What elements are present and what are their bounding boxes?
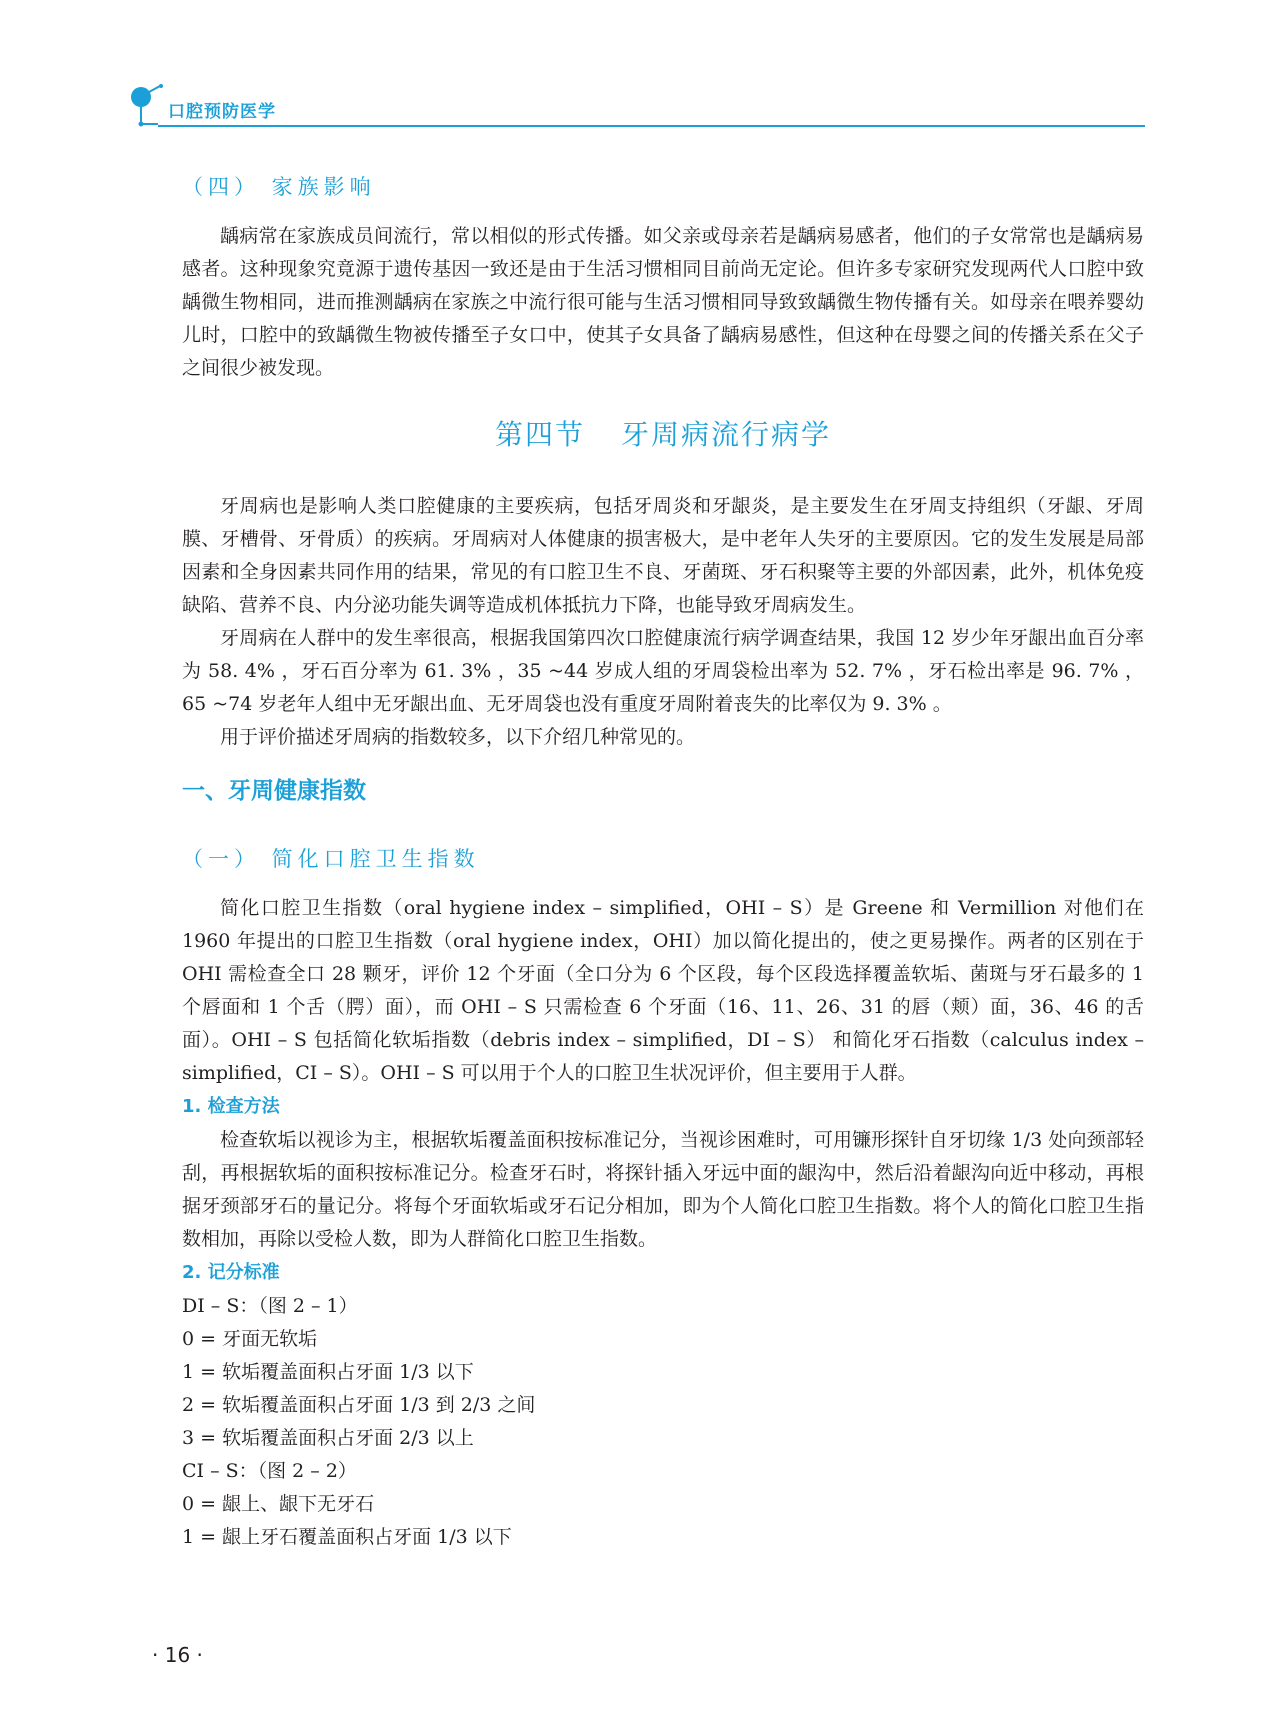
scoring-criteria-heading: 2. 记分标准 [182, 1262, 280, 1283]
periodontal-paragraph-3: 用于评价描述牙周病的指数较多，以下介绍几种常见的。 [220, 726, 696, 748]
section-name: 牙周病流行病学 [621, 418, 832, 451]
scoring-line: 1 = 软垢覆盖面积占牙面 1/3 以下 [182, 1361, 474, 1383]
ohi-s-paragraph: 简化口腔卫生指数（oral hygiene index – simplified，OHI – S）是 Greene 和 Vermillion 对他们在 1960 年提出的口腔卫生指数（oral hygiene index，OHI）加以简化提出的，使之更易操作。两者的区别在于 OHI 需检查全口 28 颗牙，评价 12 个牙面（全口分为 6 个区段，每个区段选择覆盖软垢、菌斑与牙石最多的 1 个唇面和 1 个舌（腭）面），而 OHI – S 只需检查 6 个牙面（16、11、26、31 的唇（颊）面，36、46 的舌面）。OHI – S 包括简化软垢指数（debris index – simplified，DI – S） 和简化牙石指数（calculus index – simplified，CI – S）。OHI – S 可以用于个人的口腔卫生状况评价，但主要用于人群。 [182, 897, 1144, 1084]
periodontal-paragraph-1: 牙周病也是影响人类口腔健康的主要疾病，包括牙周炎和牙龈炎，是主要发生在牙周支持组织（牙龈、牙周膜、牙槽骨、牙骨质）的疾病。牙周病对人体健康的损害极大，是中老年人失牙的主要原因。它的发生发展是局部因素和全身因素共同作用的结果，常见的有口腔卫生不良、牙菌斑、牙石积聚等主要的外部因素，此外，机体免疫缺陷、营养不良、内分泌功能失调等造成机体抵抗力下降，也能导致牙周病发生。 [182, 495, 1144, 616]
periodontal-paragraph-2: 牙周病在人群中的发生率很高，根据我国第四次口腔健康流行病学调查结果，我国 12 岁少年牙龈出血百分率为 58. 4% ，牙石百分率为 61. 3% ，35 ~44 岁成人组的牙周袋检出率为 52. 7% ，牙石检出率是 96. 7% ，65 ~74 岁老年人组中无牙龈出血、无牙周袋也没有重度牙周附着丧失的比率仅为 9. 3% 。 [182, 627, 1144, 715]
family-influence-paragraph: 龋病常在家族成员间流行，常以相似的形式传播。如父亲或母亲若是龋病易感者，他们的子女常常也是龋病易感者。这种现象究竟源于遗传基因一致还是由于生活习惯相同目前尚无定论。但许多专家研究发现两代人口腔中致龋微生物相同，进而推测龋病在家族之中流行很可能与生活习惯相同导致致龋微生物传播有关。如母亲在喂养婴幼儿时，口腔中的致龋微生物被传播至子女口中，使其子女具备了龋病易感性，但这种在母婴之间的传播关系在父子之间很少被发现。 [182, 225, 1144, 379]
scoring-line: 1 = 龈上牙石覆盖面积占牙面 1/3 以下 [182, 1526, 512, 1548]
section-number: 第四节 [494, 418, 585, 451]
section-title [182, 415, 1144, 455]
family-influence-heading: （四） 家族影响 [182, 175, 376, 199]
header-rule [158, 125, 1145, 127]
page-body [182, 168, 1144, 1554]
periodontal-index-heading: 一、牙周健康指数 [182, 778, 366, 804]
scoring-line: DI – S：（图 2 – 1） [182, 1295, 358, 1317]
ohi-s-heading: （一） 简化口腔卫生指数 [182, 847, 480, 871]
book-logo-icon [130, 84, 166, 130]
scoring-line: 2 = 软垢覆盖面积占牙面 1/3 到 2/3 之间 [182, 1394, 536, 1416]
scoring-line: 0 = 牙面无软垢 [182, 1328, 318, 1350]
page-number: · 16 · [152, 1643, 203, 1667]
scoring-line: CI – S：（图 2 – 2） [182, 1460, 357, 1482]
scoring-line: 0 = 龈上、龈下无牙石 [182, 1493, 375, 1515]
exam-method-paragraph: 检查软垢以视诊为主，根据软垢覆盖面积按标准记分，当视诊困难时，可用镰形探针自牙切缘 1/3 处向颈部轻刮，再根据软垢的面积按标准记分。检查牙石时，将探针插入牙远中面的龈沟中，然后沿着龈沟向近中移动，再根据牙颈部牙石的量记分。将每个牙面软垢或牙石记分相加，即为个人简化口腔卫生指数。将个人的简化口腔卫生指数相加，再除以受检人数，即为人群简化口腔卫生指数。 [182, 1129, 1144, 1250]
running-header-title: 口腔预防医学 [168, 102, 276, 122]
scoring-line: 3 = 软垢覆盖面积占牙面 2/3 以上 [182, 1427, 474, 1449]
exam-method-heading: 1. 检查方法 [182, 1096, 280, 1117]
